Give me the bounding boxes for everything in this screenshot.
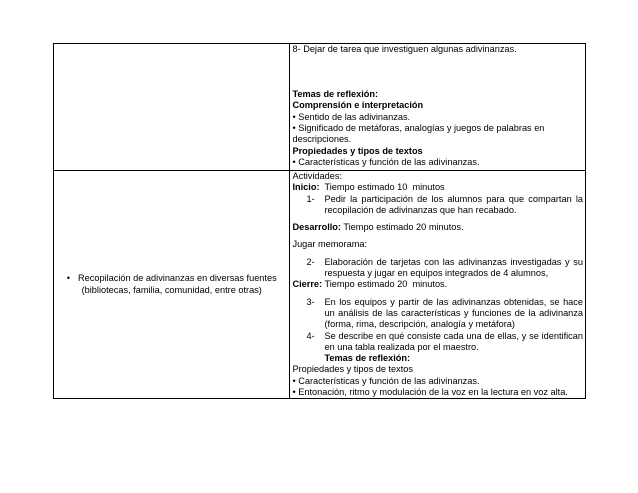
memorama-line: Jugar memorama:: [292, 239, 368, 250]
cierre-time: Tiempo estimado 20 minutos.: [322, 279, 448, 290]
propiedades-item: • Características y función de las adivinanzas.: [292, 156, 480, 167]
desarrollo-time: Tiempo estimado 20 minutos.: [340, 222, 464, 233]
table-row: [54, 171, 586, 399]
item-text: Se describe en qué consiste cada una de ellas, y se identifican en una tabla realizada por el maestro.: [324, 330, 583, 352]
topic-text: [56, 273, 287, 296]
item-text: Elaboración de tarjetas con las adivinanzas investigadas y su respuesta y jugar en equipos integrados de 4 alumnos,: [324, 256, 583, 279]
temas-heading: Temas de reflexión:: [324, 353, 411, 364]
inicio-label: Inicio:: [292, 182, 320, 193]
propiedades-item: • Características y función de las adivinanzas.: [292, 375, 480, 386]
list-item: [292, 194, 583, 217]
actividades-heading: Actividades:: [292, 171, 343, 181]
item-number: 3-: [306, 296, 315, 307]
homework-task: 8- Dejar de tarea que investiguen algunas adivinanzas.: [292, 44, 517, 54]
list-item: [292, 257, 583, 280]
lesson-plan-table: [53, 43, 586, 399]
desarrollo-line: [292, 222, 583, 233]
comprension-item: • Sentido de las adivinanzas.: [292, 111, 411, 122]
list-item: [292, 297, 583, 331]
left-cell-empty: [54, 44, 290, 171]
cierre-label: Cierre:: [292, 279, 323, 290]
desarrollo-label: Desarrollo:: [292, 222, 341, 233]
table-row: [54, 44, 586, 171]
right-cell-reflection: [290, 44, 586, 171]
topic-label: Recopilación de adivinanzas en diversas fuentes (bibliotecas, familia, comunidad, entre otras): [78, 273, 277, 295]
left-cell-topic: [54, 171, 290, 399]
item-number: 4-: [306, 330, 315, 341]
item-number: 1-: [306, 193, 315, 204]
inicio-time: Tiempo estimado 10 minutos: [319, 182, 445, 193]
propiedades-heading: Propiedades y tipos de textos: [292, 145, 423, 156]
bullet-icon: •: [66, 273, 70, 284]
list-item: [292, 331, 583, 354]
comprension-heading: Comprensión e interpretación: [292, 100, 424, 111]
propiedades-heading: Propiedades y tipos de textos: [292, 364, 414, 375]
item-number: 2-: [306, 256, 315, 267]
cierre-line: [292, 279, 583, 290]
comprension-item: • Significado de metáforas, analogías y juegos de palabras en descripciones.: [292, 123, 545, 145]
inicio-line: [292, 182, 583, 193]
right-cell-activities: [290, 171, 586, 399]
item-text: En los equipos y partir de las adivinanzas obtenidas, se hace un análisis de las características y funciones de la adivinanza (forma, rima, descripción, analogía y metáfora): [324, 296, 583, 330]
temas-heading: Temas de reflexión:: [292, 89, 379, 100]
item-text: Pedir la participación de los alumnos para que compartan la recopilación de adivinanzas que han recabado.: [324, 193, 583, 215]
propiedades-item: • Entonación, ritmo y modulación de la voz en la lectura en voz alta.: [292, 387, 568, 398]
